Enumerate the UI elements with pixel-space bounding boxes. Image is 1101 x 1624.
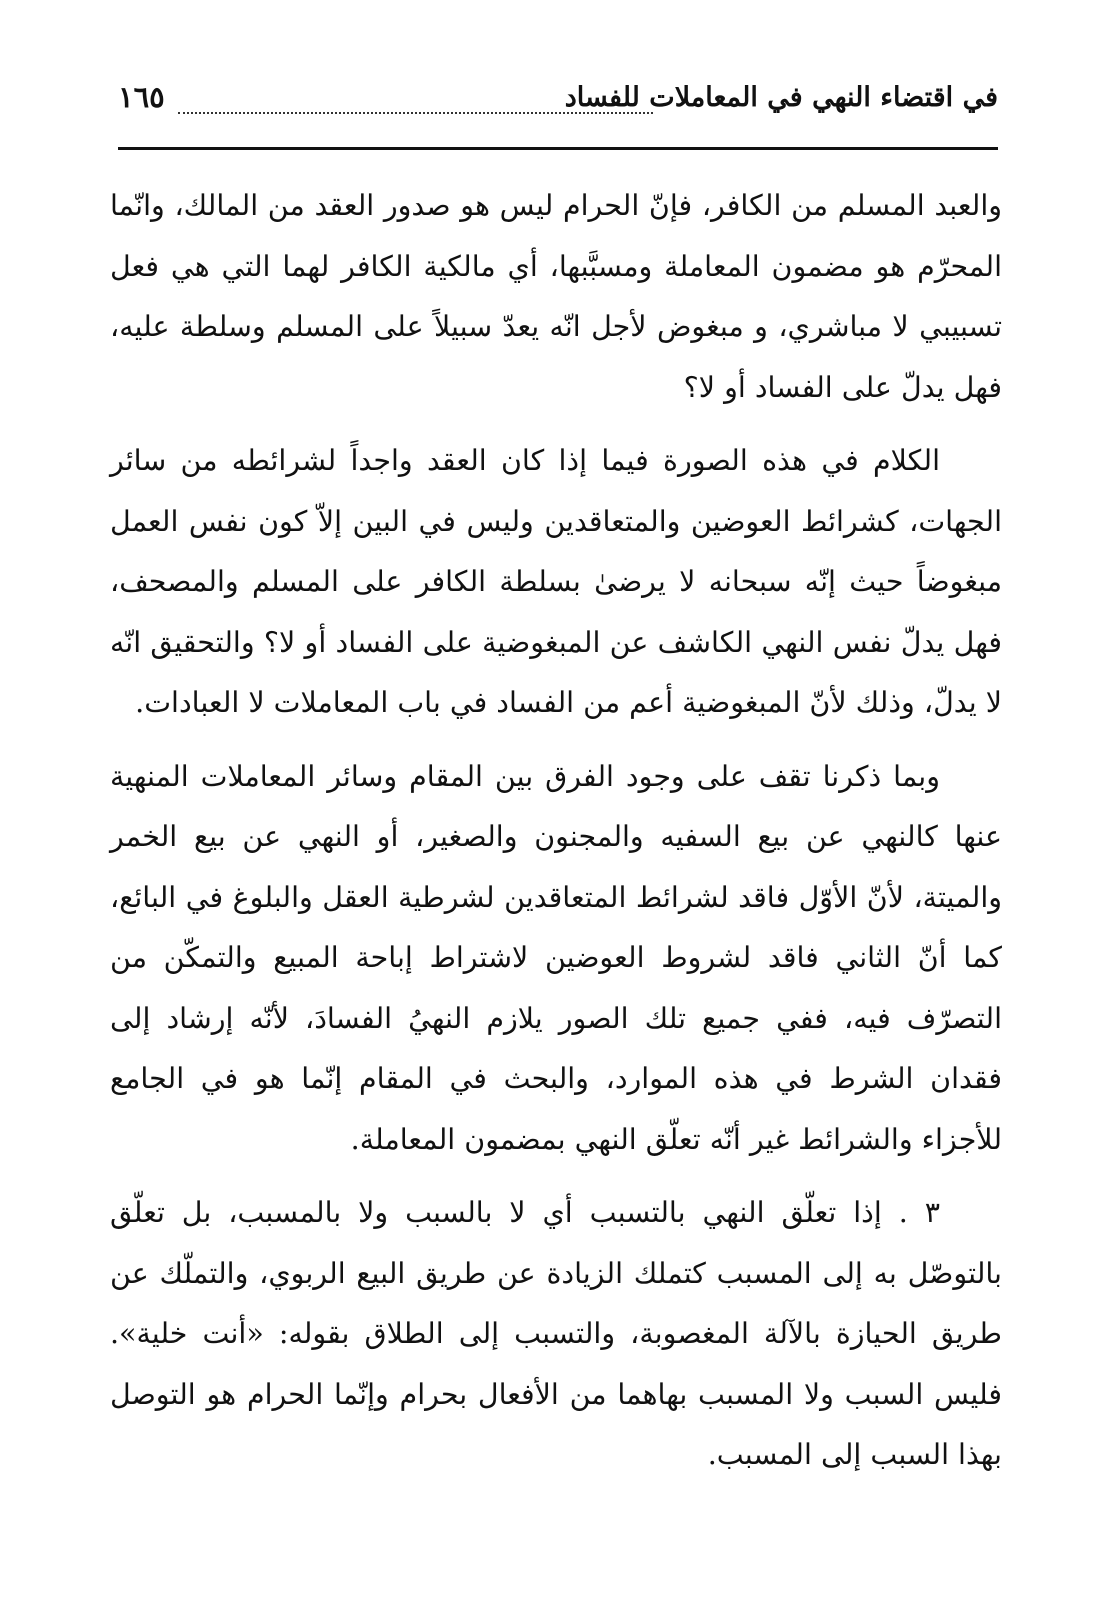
chapter-title: في اقتضاء النهي في المعاملات للفساد: [559, 82, 998, 113]
paragraph-3: وبما ذكرنا تقف على وجود الفرق بين المقام وسائر المعاملات المنهية عنها كالنهي عن بيع السفيه والمجنون والصغير، أو النهي عن بيع الخمر والميتة، لأنّ الأوّل فاقد لشرائط المتعاقدين لشرطية العقل والبلوغ في البائع، كما أنّ الثاني فاقد لشروط العوضين لاشتراط إباحة المبيع والتمكّن من التصرّف فيه، ففي جميع تلك الصور يلازم النهيُ الفسادَ، لأنّه إرشاد إلى فقدان الشرط في هذه الموارد، والبحث في المقام إنّما هو في الجامع للأجزاء والشرائط غير أنّه تعلّق النهي بمضمون المعاملة.: [110, 759, 1002, 1156]
dotted-leader: [178, 112, 653, 114]
running-head: [118, 78, 998, 122]
header-rule: [118, 147, 998, 150]
paragraph-1: والعبد المسلم من الكافر، فإنّ الحرام ليس هو صدور العقد من المالك، وانّما المحرّم هو مضمون المعاملة ومسبَّبها، أي مالكية الكافر لهما التي هي فعل تسبيبي لا مباشري، و مبغوض لأجل انّه يعدّ سبيلاً على المسلم وسلطة عليه، فهل يدلّ على الفساد أو لا؟: [110, 189, 1002, 404]
paragraph-4: ٣ . إذا تعلّق النهي بالتسبب أي لا بالسبب ولا بالمسبب، بل تعلّق بالتوصّل به إلى المسبب كتملك الزيادة عن طريق البيع الربوي، والتملّك عن طريق الحيازة بالآلة المغصوبة، والتسبب إلى الطلاق بقوله: «أنت خلية». فليس السبب ولا المسبب بهاهما من الأفعال بحرام وإنّما الحرام هو التوصل بهذا السبب إلى المسبب.: [110, 1196, 1002, 1471]
page-number: ١٦٥: [118, 80, 171, 114]
body-text: [110, 176, 1002, 1499]
paragraph-2: الكلام في هذه الصورة فيما إذا كان العقد واجداً لشرائطه من سائر الجهات، كشرائط العوضين والمتعاقدين وليس في البين إلاّ كون نفس العمل مبغوضاً حيث إنّه سبحانه لا يرضىٰ بسلطة الكافر على المسلم والمصحف، فهل يدلّ نفس النهي الكاشف عن المبغوضية على الفساد أو لا؟ والتحقيق انّه لا يدلّ، وذلك لأنّ المبغوضية أعم من الفساد في باب المعاملات لا العبادات.: [110, 444, 1002, 719]
